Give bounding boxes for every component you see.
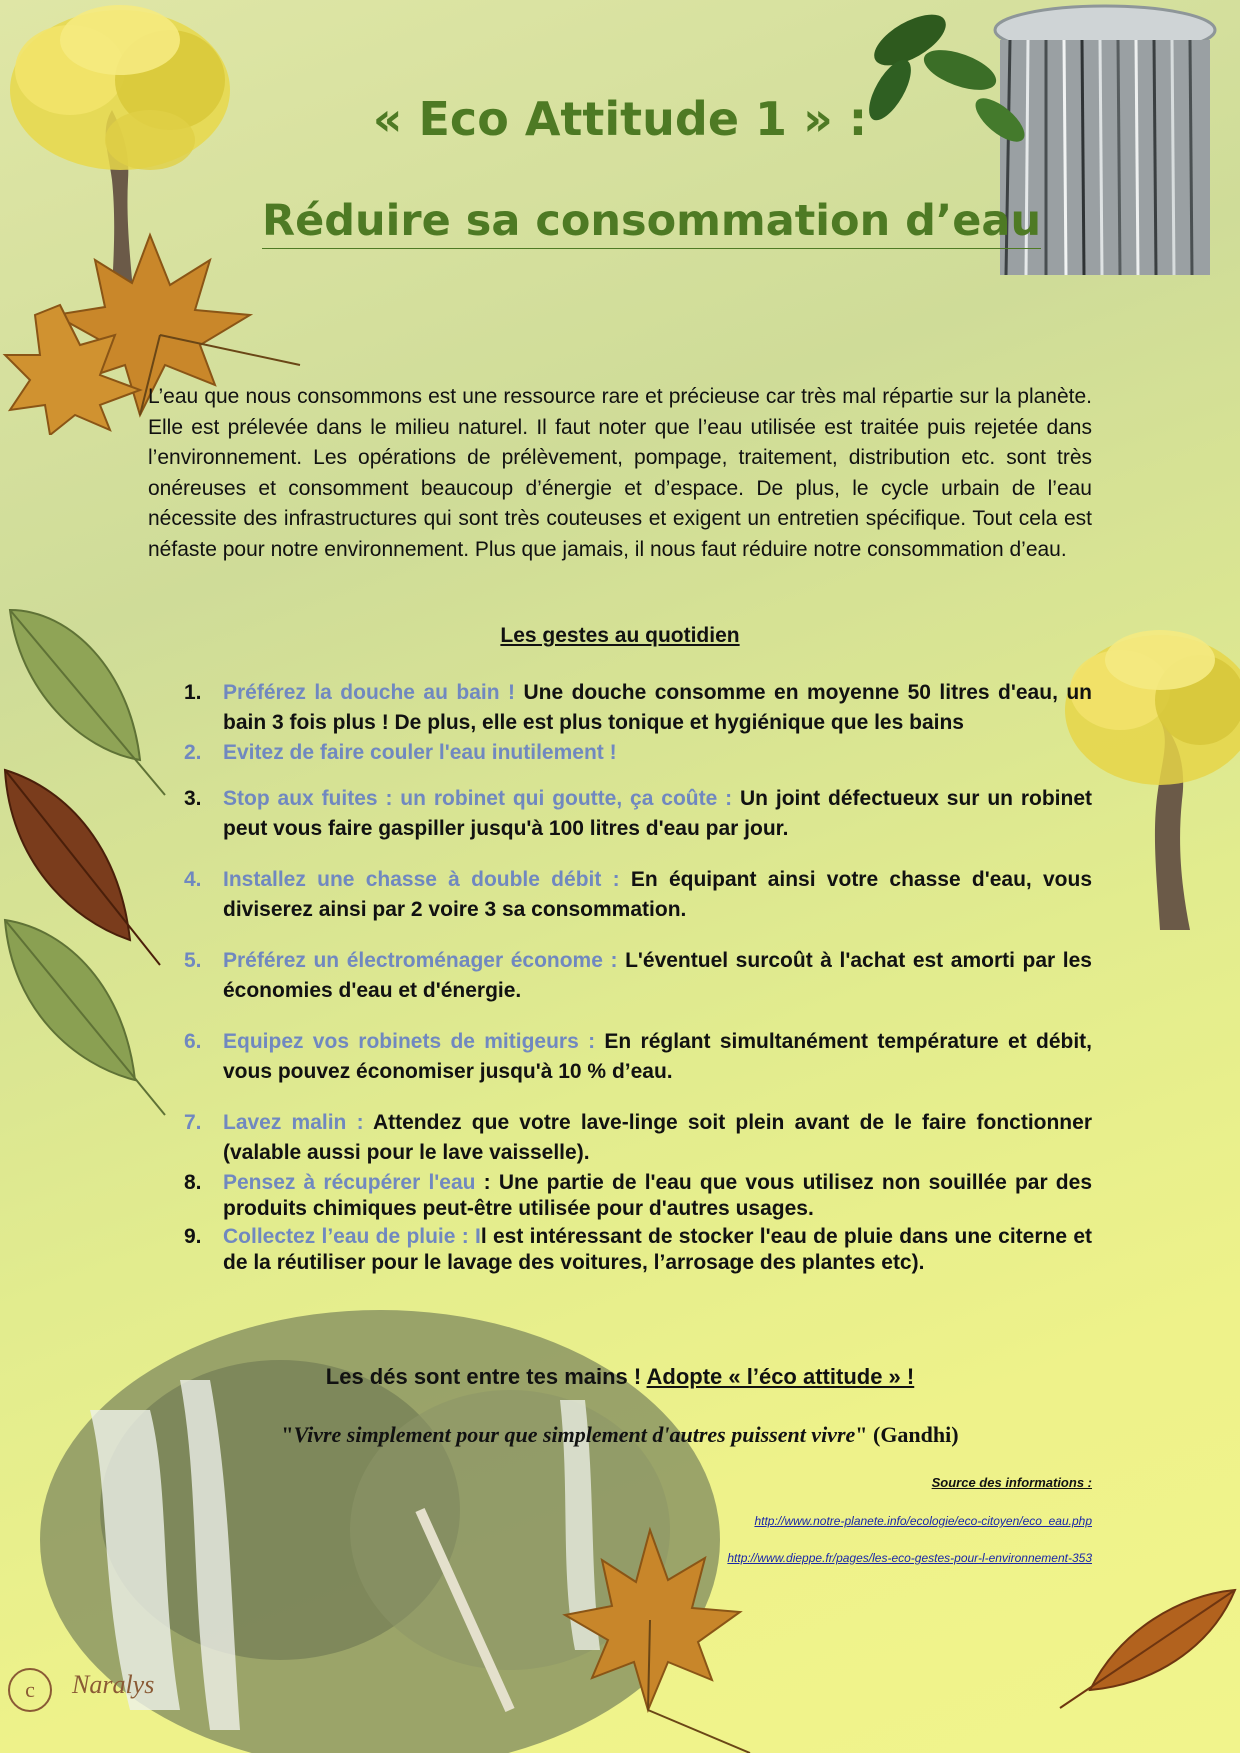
closing-underlined-text: Adopte « l’éco attitude » !	[646, 1364, 915, 1389]
tip-text: L'éventuel surcoût à l'achat est amorti par les économies d'eau et d'énergie.	[223, 949, 1092, 1002]
closing-text: Les dés sont entre tes mains !	[325, 1364, 647, 1389]
intro-paragraph: L’eau que nous consommons est une ressource rare et précieuse car très mal répartie sur la planète. Elle est prélevée dans le milieu naturel. Il faut noter que l’eau utilisée est traitée puis rejetée dans l’environnement. Les opérations de prélèvement, pompage, traitement, distribution etc. sont très onéreuses et consomment beaucoup d’énergie et d’espace. De plus, le cycle urbain de l’eau nécessite des infrastructures qui sont très couteuses et exigent un entretien spécifique. Tout cela est néfaste pour notre environnement. Plus que jamais, il nous faut réduire notre consommation d’eau.	[148, 385, 1092, 561]
tip-number: 7.	[184, 1111, 202, 1134]
tip-item	[176, 1170, 1092, 1222]
copyright-icon: c	[8, 1668, 52, 1712]
tip-item	[176, 738, 1092, 768]
gandhi-quote	[0, 1422, 1240, 1448]
signature-name: Naralys	[72, 1670, 155, 1699]
tip-text: Attendez que votre lave-linge soit plein avant de le faire fonctionner (valable aussi pour le lave vaisselle).	[223, 1111, 1092, 1164]
tip-text: Une douche consomme en moyenne 50 litres d'eau, un bain 3 fois plus ! De plus, elle est plus tonique et hygiénique que les bains	[223, 681, 1093, 734]
page-title: « Eco Attitude 1 » :	[372, 92, 868, 146]
tip-item	[176, 678, 1092, 738]
green-leaf-icon	[0, 910, 170, 1120]
tip-number: 3.	[184, 787, 202, 810]
source-link[interactable]: http://www.dieppe.fr/pages/les-eco-gestes-pour-l-environnement-353	[727, 1551, 1092, 1565]
tip-text: l est intéressant de stocker l'eau de pluie dans une citerne et de la réutiliser pour le lavage des voitures, l’arrosage des plantes etc).	[223, 1225, 1092, 1274]
section-title: Les gestes au quotidien	[500, 624, 740, 647]
tip-text: Un joint défectueux sur un robinet peut vous faire gaspiller jusqu'à 100 litres d'eau par jour.	[223, 787, 1092, 840]
tips-list	[176, 678, 1092, 1276]
tip-number: 2.	[184, 741, 202, 764]
tip-lead: Pensez à récupérer l'eau	[223, 1171, 476, 1194]
tip-lead: Collectez l’eau de pluie : I	[223, 1225, 481, 1248]
sources-title: Source des informations :	[931, 1475, 1092, 1490]
tip-text: En réglant simultanément température et débit, vous pouvez économiser jusqu'à 10 % d’eau.	[223, 1030, 1092, 1083]
quote-text: Vivre simplement pour que simplement d'autres puissent vivre	[293, 1422, 856, 1447]
tip-text: : Une partie de l'eau que vous utilisez non souillée par des produits chimiques peut-être utilisée pour d'autres usages.	[223, 1171, 1092, 1220]
tip-lead: Equipez vos robinets de mitigeurs :	[223, 1030, 596, 1053]
tip-number: 8.	[184, 1171, 202, 1194]
tip-item	[176, 1224, 1092, 1276]
tip-item	[176, 784, 1092, 844]
tip-lead: Préférez un électroménager économe :	[223, 949, 618, 972]
tip-item	[176, 865, 1092, 925]
tip-lead: Stop aux fuites : un robinet qui goutte, ça coûte :	[223, 787, 733, 810]
closing-call-to-action	[0, 1364, 1240, 1390]
page-subtitle: Réduire sa consommation d’eau	[262, 196, 1041, 249]
tip-number: 1.	[184, 681, 202, 704]
tip-item	[176, 1027, 1092, 1087]
tip-text: En équipant ainsi votre chasse d'eau, vous diviserez ainsi par 2 voire 3 sa consommation.	[223, 868, 1092, 921]
tip-lead: Evitez de faire couler l'eau inutilement !	[223, 741, 617, 764]
source-link[interactable]: http://www.notre-planete.info/ecologie/eco-citoyen/eco_eau.php	[754, 1514, 1092, 1528]
tip-number: 6.	[184, 1030, 202, 1053]
tip-lead: Lavez malin :	[223, 1111, 364, 1134]
tip-number: 5.	[184, 949, 202, 972]
brown-leaf-icon	[1050, 1580, 1240, 1710]
tip-item	[176, 946, 1092, 1006]
quote-open-mark: "	[281, 1422, 294, 1447]
tip-lead: Installez une chasse à double débit :	[223, 868, 620, 891]
tip-number: 9.	[184, 1225, 202, 1248]
tip-lead: Préférez la douche au bain !	[223, 681, 515, 704]
tip-number: 4.	[184, 868, 202, 891]
quote-attribution: " (Gandhi)	[855, 1422, 959, 1447]
tip-item	[176, 1108, 1092, 1168]
